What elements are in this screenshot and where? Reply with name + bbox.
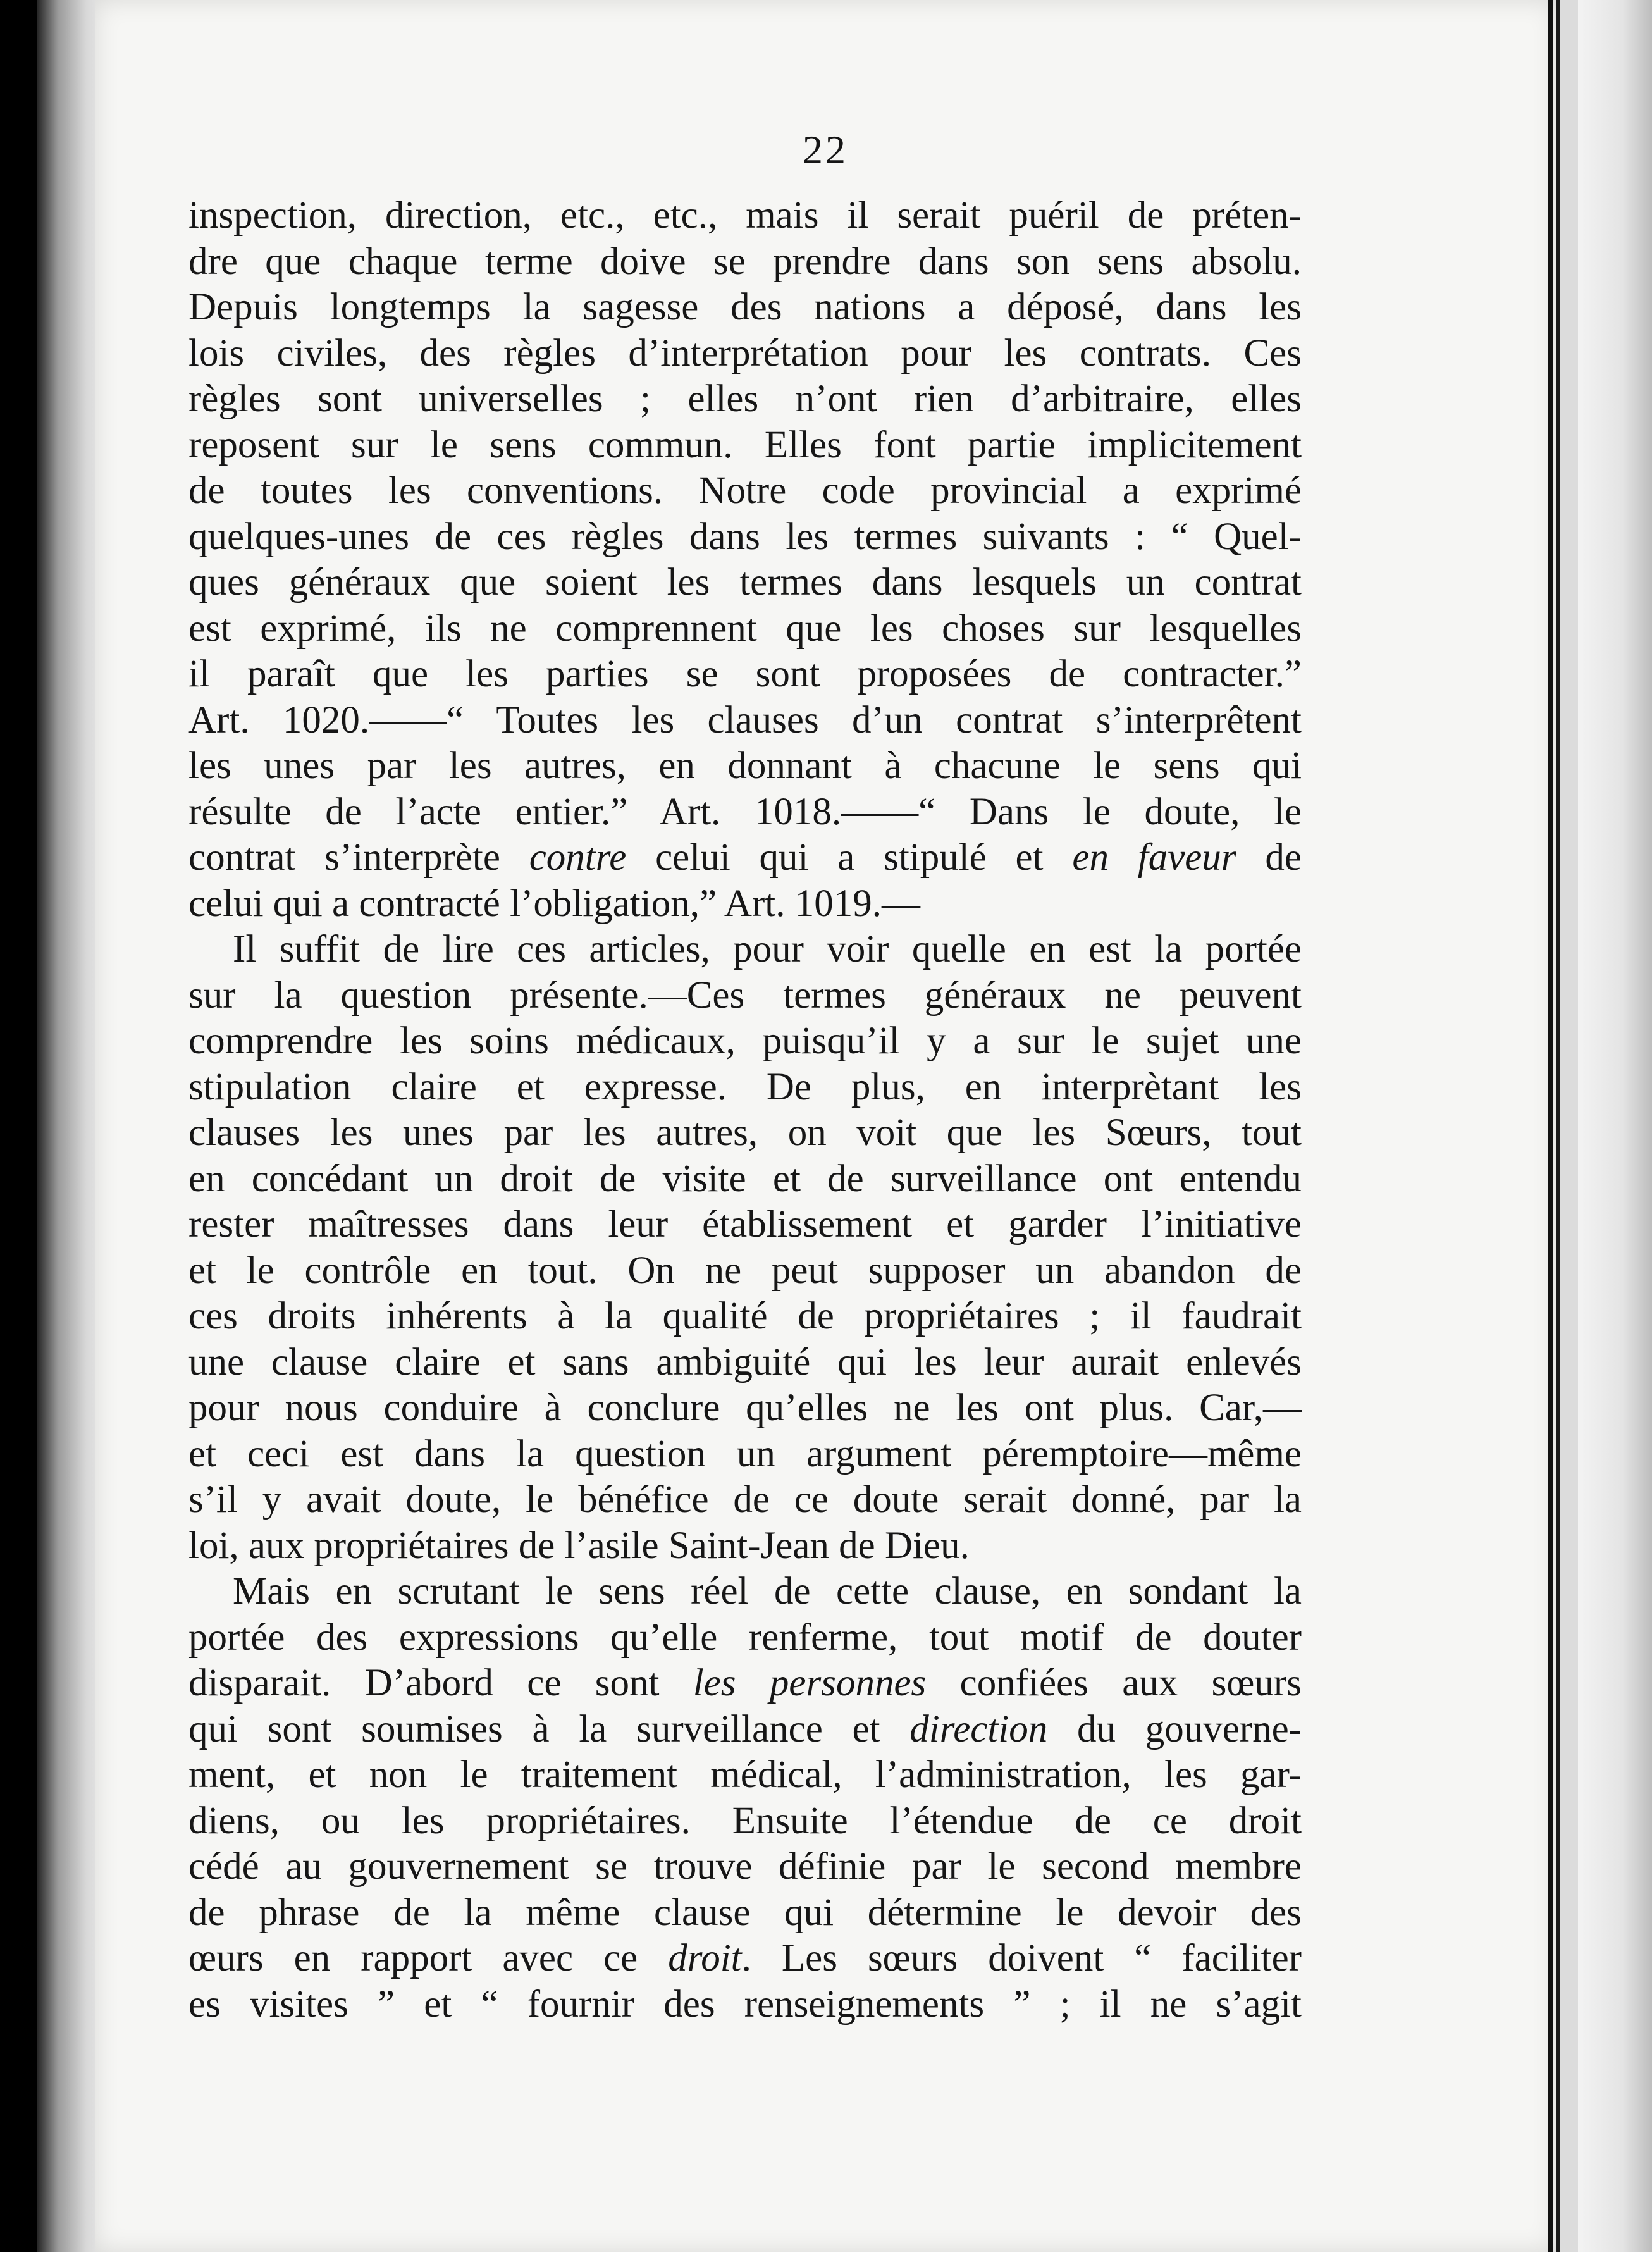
text-line [188,1340,1302,1386]
text-line [188,560,1302,606]
text-line-content: en concédant un droit de visite et de surveillance ont entendu [188,1157,1302,1200]
text-line-content: de phrase de la même clause qui détermine le devoir des [188,1891,1302,1934]
text-line-content: ces droits inhérents à la qualité de propriétaires ; il faudrait [188,1295,1302,1337]
text-line [188,698,1302,744]
italic-text: direction [909,1707,1048,1750]
text-line-content: comprendre les soins médicaux, puisqu’il y a sur le sujet une [188,1020,1302,1062]
text-line [188,1202,1302,1248]
text-line [188,1065,1302,1111]
text-line-content: rester maîtresses dans leur établissement et garder l’initiative [188,1203,1302,1246]
text-line-content: cédé au gouvernement se trouve définie par le second membre [188,1845,1302,1888]
text-line-content: loi, aux propriétaires de l’asile Saint-Jean de Dieu. [188,1524,970,1567]
text-line [188,468,1302,514]
italic-text: les personnes [693,1662,927,1704]
text-line [188,239,1302,285]
text-line [188,1752,1302,1798]
text-line-content: pour nous conduire à conclure qu’elles ne les ont plus. Car,— [188,1387,1302,1429]
text-line-content: une clause claire et sans ambiguité qui les leur aurait enlevés [188,1340,1302,1383]
text-line-content: et ceci est dans la question un argument péremptoire—même [188,1432,1302,1475]
text-line-content: résulte de l’acte entier.” Art. 1018.——“ Dans le doute, le [188,790,1302,833]
text-line [188,1982,1302,2028]
text-line [188,1110,1302,1156]
text-line [188,1385,1302,1432]
text-line-content: sur la question présente.—Ces termes généraux ne peuvent [188,974,1302,1017]
text-line-content: inspection, direction, etc., etc., mais il serait puéril de préten- [188,194,1302,237]
text-line-content: ment, et non le traitement médical, l’administration, les gar- [188,1754,1302,1796]
text-line [188,1477,1302,1523]
text-segment: contrat s’interprète [188,836,529,879]
text-line-content: clauses les unes par les autres, on voit que les Sœurs, tout [188,1111,1302,1154]
text-line [188,1018,1302,1065]
text-line [188,606,1302,652]
text-line-content: les unes par les autres, en donnant à chacune le sens qui [188,745,1302,787]
text-line-content: diens, ou les propriétaires. Ensuite l’étendue de ce droit [188,1799,1302,1842]
text-line-content: règles sont universelles ; elles n’ont rien d’arbitraire, elles [188,378,1302,420]
text-line [188,423,1302,469]
text-line-content: quelques-unes de ces règles dans les termes suivants : “ Quel- [188,515,1302,558]
text-segment: disparait. D’abord ce sont [188,1662,693,1704]
text-line [188,376,1302,423]
text-line [188,1798,1302,1845]
text-line-content: Il suffit de lire ces articles, pour voir quelle en est la portée [233,928,1302,970]
text-line [188,1844,1302,1890]
text-segment: . Les sœurs doivent “ faciliter [741,1937,1302,1979]
italic-text: droit [668,1937,742,1979]
text-line [188,1248,1302,1294]
italic-text: contre [529,836,627,879]
text-line-content: dre que chaque terme doive se prendre dans son sens absolu. [188,240,1302,283]
text-line-content: de toutes les conventions. Notre code provincial a exprimé [188,469,1302,512]
text-line [188,285,1302,331]
text-line [188,193,1302,239]
text-line [188,927,1302,973]
text-segment: de [1236,836,1302,879]
text-line [188,652,1302,698]
page-number: 22 [803,127,848,172]
text-line [188,743,1302,789]
text-line-content: est exprimé, ils ne comprennent que les choses sur lesquelles [188,607,1302,650]
text-line [188,835,1302,881]
text-line-content: stipulation claire et expresse. De plus, en interprètant les [188,1065,1302,1108]
text-line [188,1569,1302,1615]
text-line [188,1890,1302,1936]
text-line [188,1936,1302,1982]
text-line-content: reposent sur le sens commun. Elles font partie implicitement [188,423,1302,466]
text-line-content: ques généraux que soient les termes dans lesquels un contrat [188,561,1302,603]
text-segment: du gouverne- [1047,1707,1302,1750]
text-line-content: et le contrôle en tout. On ne peut supposer un abandon de [188,1249,1302,1292]
text-segment: œurs en rapport avec ce [188,1937,669,1979]
text-line [188,1294,1302,1340]
text-line [188,514,1302,560]
text-line-content: il paraît que les parties se sont proposées de contracter.” [188,653,1302,695]
text-line [188,331,1302,377]
text-line [188,1156,1302,1203]
text-segment: confiées aux sœurs [926,1662,1302,1704]
text-line [188,973,1302,1019]
body-text [188,193,1302,2027]
italic-text: en faveur [1072,836,1236,879]
text-line [188,789,1302,836]
text-line [188,1661,1302,1707]
text-line [188,1523,1302,1569]
text-line-content: Art. 1020.——“ Toutes les clauses d’un contrat s’interprêtent [188,698,1302,741]
text-line [188,1707,1302,1753]
binding-shadow [1548,0,1553,2252]
text-segment: celui qui a stipulé et [626,836,1073,879]
text-line-content: portée des expressions qu’elle renferme, tout motif de douter [188,1616,1302,1659]
text-line-content: Depuis longtemps la sagesse des nations a déposé, dans les [188,286,1302,328]
text-line [188,1615,1302,1661]
text-line-content: lois civiles, des règles d’interprétation pour les contrats. Ces [188,331,1302,374]
text-line [188,881,1302,927]
text-line [188,1432,1302,1478]
binding-margin [1578,0,1652,2252]
text-line-content: celui qui a contracté l’obligation,” Art. 1019.— [188,882,920,925]
text-segment: qui sont soumises à la surveillance et [188,1707,910,1750]
text-line-content: Mais en scrutant le sens réel de cette clause, en sondant la [233,1570,1302,1612]
text-line-content: s’il y avait doute, le bénéfice de ce doute serait donné, par la [188,1478,1302,1521]
text-line-content: es visites ” et “ fournir des renseignements ” ; il ne s’agit [188,1983,1302,2026]
